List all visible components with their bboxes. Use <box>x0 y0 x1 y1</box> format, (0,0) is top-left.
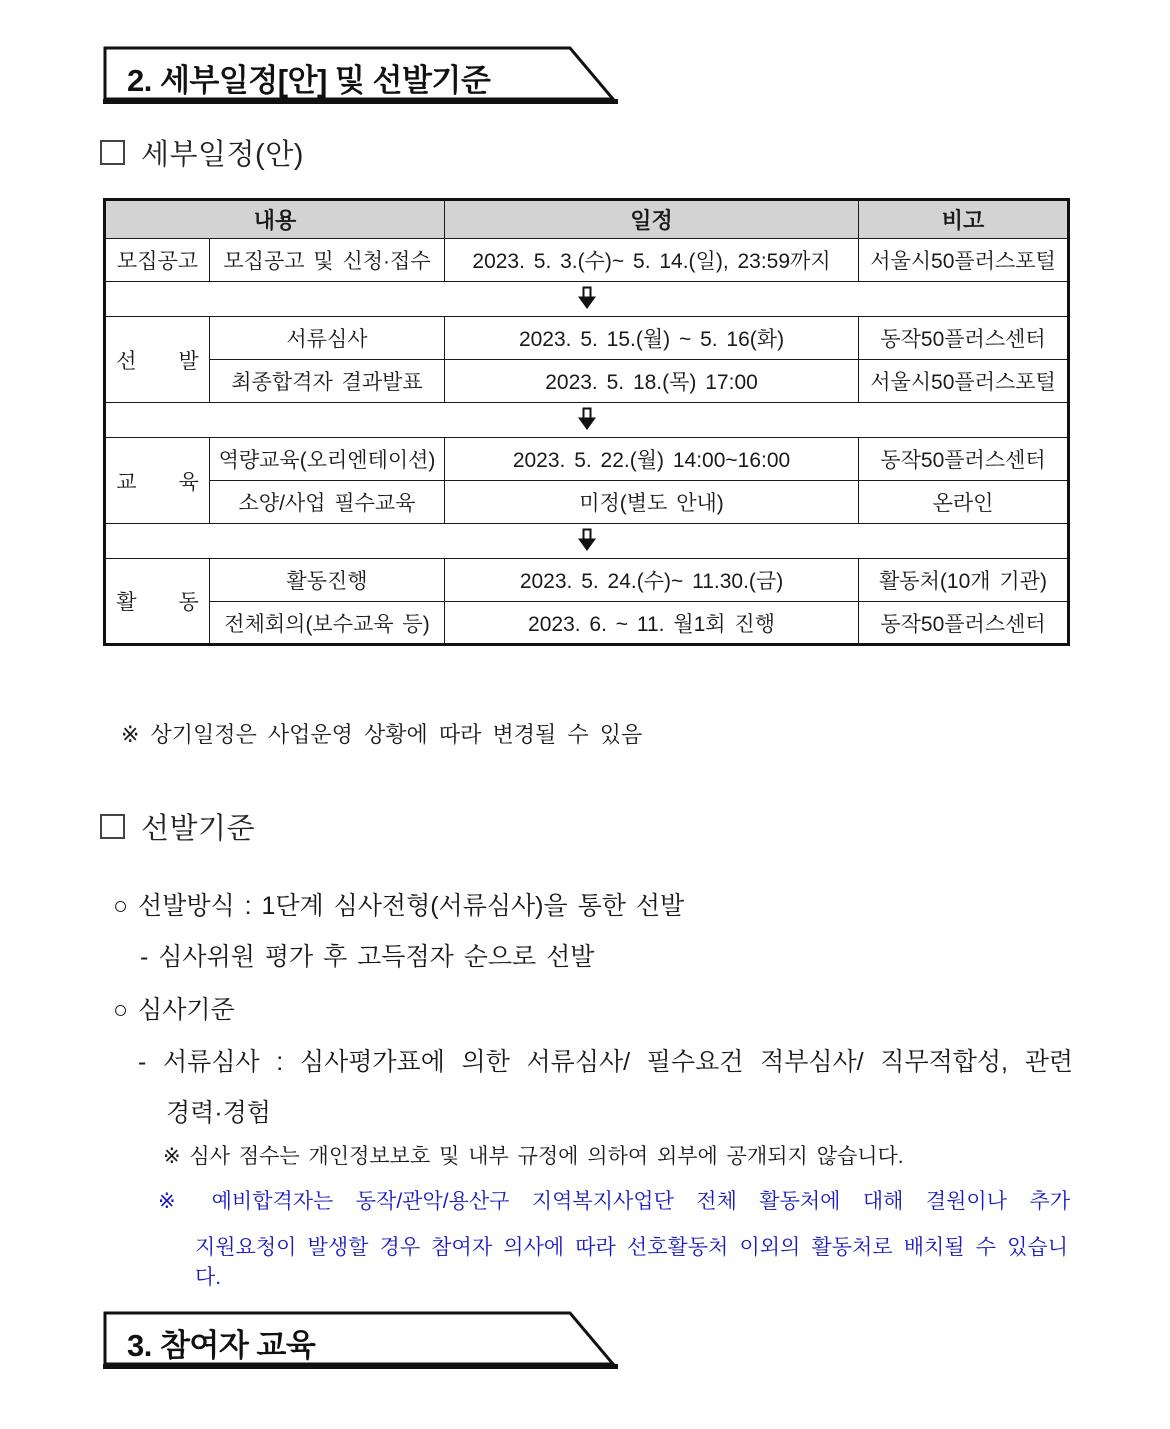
content-cell: 활동진행 <box>210 559 445 602</box>
square-bullet-icon <box>100 814 125 839</box>
criteria-heading <box>100 806 255 847</box>
schedule-cell: 2023. 5. 24.(수)~ 11.30.(금) <box>445 559 859 602</box>
table-row <box>105 360 1069 403</box>
privacy-note: ※ 심사 점수는 개인정보보호 및 내부 규정에 의하여 외부에 공개되지 않습니다. <box>163 1145 904 1168</box>
doc-review-line-2: 경력·경험 <box>166 1099 271 1127</box>
content-cell: 전체회의(보수교육 등) <box>210 602 445 645</box>
table-row <box>105 602 1069 645</box>
flow-down-arrow-icon <box>575 286 599 312</box>
category-cell: 활 동 <box>105 559 210 645</box>
content-cell: 모집공고 및 신청·접수 <box>210 239 445 282</box>
section-3-title: 3. 참여자 교육 <box>127 1328 316 1363</box>
note-cell: 동작50플러스센터 <box>859 602 1069 645</box>
content-cell: 서류심사 <box>210 317 445 360</box>
content-cell: 소양/사업 필수교육 <box>210 481 445 524</box>
schedule-cell: 미정(별도 안내) <box>445 481 859 524</box>
flow-down-arrow-icon <box>575 528 599 554</box>
review-criteria-heading: ○ 심사기준 <box>113 996 235 1024</box>
section-2-title: 2. 세부일정[안] 및 선발기준 <box>127 63 491 98</box>
table-row <box>105 559 1069 602</box>
note-cell: 온라인 <box>859 481 1069 524</box>
content-cell: 역량교육(오리엔테이션) <box>210 438 445 481</box>
content-cell: 최종합격자 결과발표 <box>210 360 445 403</box>
note-cell: 동작50플러스센터 <box>859 438 1069 481</box>
section-3-header <box>103 1311 623 1373</box>
schedule-cell: 2023. 5. 15.(월) ~ 5. 16(화) <box>445 317 859 360</box>
flow-arrow-row <box>105 282 1069 317</box>
section-2-header <box>103 46 623 108</box>
col-header-content: 내용 <box>105 200 445 239</box>
table-row <box>105 239 1069 282</box>
schedule-change-note: ※ 상기일정은 사업운영 상황에 따라 변경될 수 있음 <box>121 722 643 747</box>
table-row <box>105 481 1069 524</box>
note-cell: 서울시50플러스포털 <box>859 360 1069 403</box>
waitlist-note-line-1: ※ 예비합격자는 동작/관악/용산구 지역복지사업단 전체 활동처에 대해 결원이나 추가 <box>158 1190 1070 1213</box>
category-cell: 선 발 <box>105 317 210 403</box>
selection-method-line: ○ 선발방식 : 1단계 심사전형(서류심사)을 통한 선발 <box>113 892 685 920</box>
flow-arrow-row <box>105 403 1069 438</box>
note-cell: 동작50플러스센터 <box>859 317 1069 360</box>
schedule-cell: 2023. 5. 3.(수)~ 5. 14.(일), 23:59까지 <box>445 239 859 282</box>
schedule-heading <box>100 132 304 173</box>
schedule-cell: 2023. 6. ~ 11. 월1회 진행 <box>445 602 859 645</box>
square-bullet-icon <box>100 140 125 165</box>
table-header-row <box>105 200 1069 239</box>
table-row <box>105 438 1069 481</box>
col-header-schedule: 일정 <box>445 200 859 239</box>
table-row <box>105 317 1069 360</box>
criteria-heading-label: 선발기준 <box>141 813 256 845</box>
note-cell: 활동처(10개 기관) <box>859 559 1069 602</box>
waitlist-note-line-2: 지원요청이 발생할 경우 참여자 의사에 따라 선호활동처 이외의 활동처로 배치될 수 있습니다. <box>195 1236 1068 1289</box>
doc-review-line-1: - 서류심사 : 심사평가표에 의한 서류심사/ 필수요건 적부심사/ 직무적합성, 관련 <box>138 1048 1073 1076</box>
schedule-heading-label: 세부일정(안) <box>141 139 304 171</box>
col-header-note: 비고 <box>859 200 1069 239</box>
category-cell: 모집공고 <box>105 239 210 282</box>
schedule-cell: 2023. 5. 22.(월) 14:00~16:00 <box>445 438 859 481</box>
category-cell: 교 육 <box>105 438 210 524</box>
schedule-table <box>103 198 1070 646</box>
flow-down-arrow-icon <box>575 407 599 433</box>
schedule-cell: 2023. 5. 18.(목) 17:00 <box>445 360 859 403</box>
selection-method-detail: - 심사위원 평가 후 고득점자 순으로 선발 <box>140 943 595 971</box>
flow-arrow-row <box>105 524 1069 559</box>
note-cell: 서울시50플러스포털 <box>859 239 1069 282</box>
